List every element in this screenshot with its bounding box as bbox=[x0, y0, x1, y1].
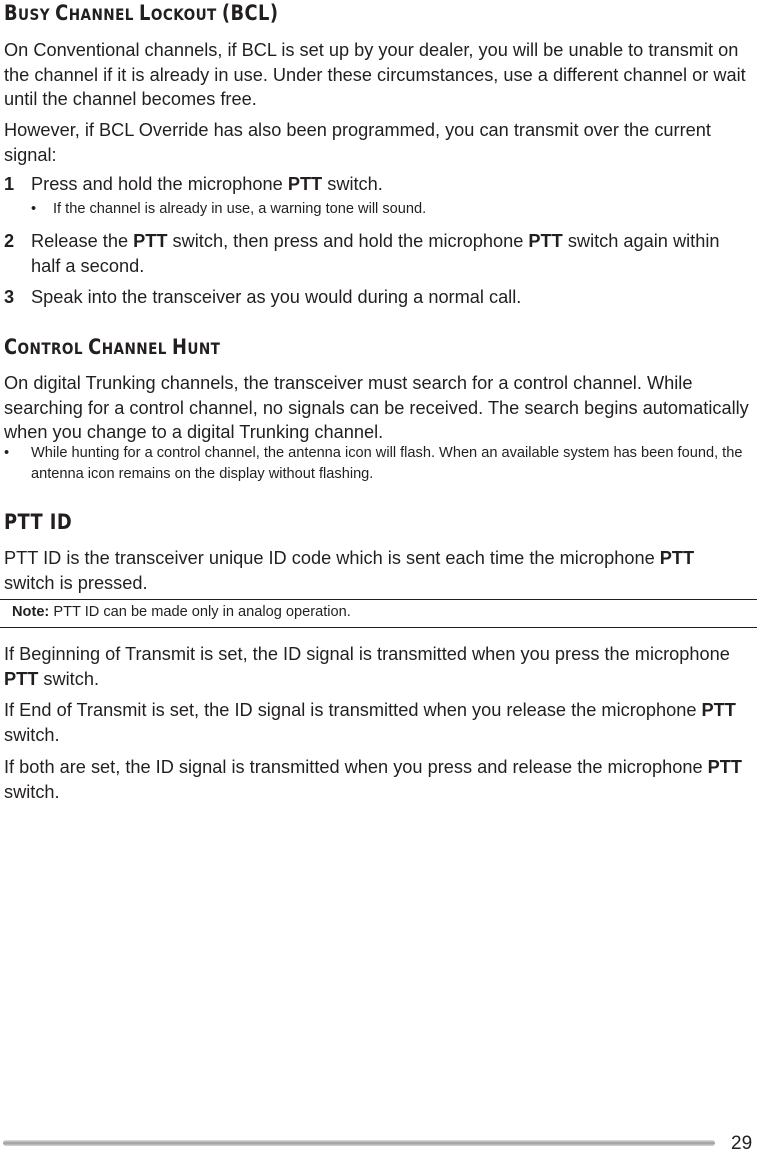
bullet-glyph: • bbox=[4, 445, 10, 461]
paragraph-text: switch. bbox=[4, 781, 60, 802]
heading-tail: (BCL) bbox=[221, 1, 279, 25]
paragraph-text: PTT ID is the transceiver unique ID code which is sent each time the microphone bbox=[4, 548, 660, 568]
bcl-step-2 bbox=[31, 229, 731, 278]
pttid-paragraph-4 bbox=[4, 755, 749, 804]
ptt-label: PTT bbox=[659, 548, 695, 568]
step-text: Press and hold the microphone bbox=[31, 174, 288, 194]
note-box bbox=[12, 602, 351, 622]
note-label: Note: bbox=[12, 604, 50, 620]
bcl-heading bbox=[4, 1, 278, 25]
note-text: PTT ID can be made only in analog operation. bbox=[49, 604, 351, 620]
paragraph-text: If Beginning of Transmit is set, the ID signal is transmitted when you press the microphone bbox=[4, 644, 730, 664]
pttid-heading: PTT ID bbox=[4, 510, 73, 534]
footer-bar bbox=[3, 1140, 715, 1146]
bcl-step-1-bullet bbox=[31, 199, 731, 220]
bcl-step-1 bbox=[31, 172, 731, 197]
heading-letter: C bbox=[4, 335, 18, 359]
cch-bullet-1 bbox=[4, 443, 744, 485]
step-text: Release the bbox=[31, 231, 134, 251]
cch-heading bbox=[4, 335, 220, 359]
heading-letter: C bbox=[55, 1, 69, 25]
heading-smallcaps: HANNEL bbox=[68, 5, 140, 24]
ptt-label: PTT bbox=[133, 231, 168, 251]
paragraph-text: If End of Transmit is set, the ID signal is transmitted when you release the microphone bbox=[4, 700, 702, 720]
ptt-label: PTT bbox=[287, 174, 323, 194]
note-top-rule bbox=[0, 599, 757, 600]
heading-smallcaps: USY bbox=[18, 5, 56, 24]
pttid-paragraph-1 bbox=[4, 546, 749, 595]
step-number: 2 bbox=[4, 231, 15, 251]
pttid-paragraph-2 bbox=[4, 642, 749, 691]
heading-letter: C bbox=[88, 335, 102, 359]
paragraph-text: switch. bbox=[4, 724, 60, 745]
heading-letter: B bbox=[4, 1, 19, 25]
bullet-text: While hunting for a control channel, the antenna icon will flash. When an available system has been found, the antenna icon remains on the display without flashing. bbox=[31, 445, 743, 482]
ptt-label: PTT bbox=[701, 700, 736, 720]
heading-smallcaps: ONTROL bbox=[17, 339, 89, 358]
cch-paragraph-1: On digital Trunking channels, the transceiver must search for a control channel. While searching for a control channel, no signals can be received. The search begins automatically when you change to a digital Trunking channel. bbox=[4, 373, 749, 442]
heading-letter: H bbox=[172, 335, 188, 359]
step-text: switch again within half a second. bbox=[31, 231, 720, 276]
heading-smallcaps: OCKOUT bbox=[150, 5, 222, 24]
step-number: 3 bbox=[4, 287, 15, 307]
step-text: switch, then press and hold the microphone bbox=[167, 231, 529, 251]
ptt-label: PTT bbox=[528, 231, 563, 251]
paragraph-text: switch. bbox=[38, 668, 99, 689]
bcl-paragraph-1: On Conventional channels, if BCL is set up by your dealer, you will be unable to transmit on the channel if it is already in use. Under these circumstances, use a different channel or wait until the channel becomes free. bbox=[4, 40, 746, 109]
bullet-glyph: • bbox=[31, 201, 37, 217]
bcl-paragraph-2: However, if BCL Override has also been programmed, you can transmit over the current signal: bbox=[4, 120, 711, 165]
step-text: switch. bbox=[322, 174, 383, 194]
paragraph-text: If both are set, the ID signal is transmitted when you press and release the microphone bbox=[4, 757, 708, 777]
bcl-step-3: Speak into the transceiver as you would during a normal call. bbox=[31, 287, 522, 307]
bullet-text: If the channel is already in use, a warning tone will sound. bbox=[53, 201, 427, 217]
pttid-paragraph-3 bbox=[4, 698, 749, 747]
heading-letter: L bbox=[139, 1, 151, 25]
step-number: 1 bbox=[4, 174, 15, 194]
page-number: 29 bbox=[731, 1133, 753, 1154]
heading-smallcaps: HANNEL bbox=[101, 339, 173, 358]
note-bottom-rule bbox=[0, 627, 757, 628]
paragraph-text: switch is pressed. bbox=[4, 572, 148, 593]
ptt-label: PTT bbox=[707, 757, 742, 777]
heading-smallcaps: UNT bbox=[187, 339, 221, 358]
ptt-label: PTT bbox=[4, 668, 39, 689]
